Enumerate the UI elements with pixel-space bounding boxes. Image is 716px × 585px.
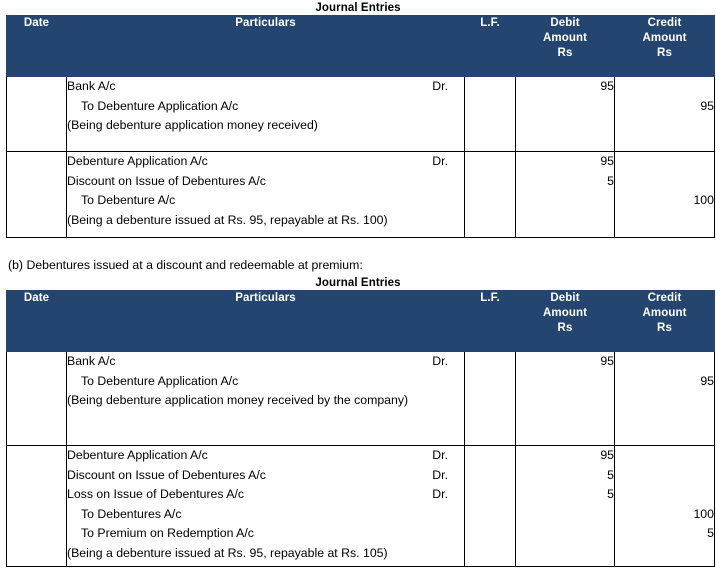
- cell-debit-amount: [516, 152, 615, 238]
- col-header-credit: [615, 16, 715, 77]
- table-header-2: [7, 291, 715, 352]
- col-header-lf: L.F.: [465, 291, 516, 352]
- col-header-particulars: Particulars: [67, 16, 465, 77]
- debit-line-2: Amount: [542, 32, 588, 44]
- dr-marker: Dr.: [432, 79, 448, 93]
- dr-marker: Dr.: [432, 354, 448, 368]
- cell-debit-amount: [516, 446, 615, 567]
- cell-lf: [465, 352, 516, 446]
- cell-date: [7, 77, 67, 152]
- cell-particulars: [67, 77, 465, 152]
- entry-line: [67, 505, 464, 525]
- cell-credit-amount: [615, 152, 715, 238]
- table-body-1: [7, 77, 715, 238]
- journal-table-wrap-2: [6, 290, 714, 567]
- narration: (Being debenture application money received): [67, 118, 318, 132]
- cell-particulars: [67, 352, 465, 446]
- account-name: To Debenture Application A/c: [81, 373, 239, 388]
- journal-table-wrap-1: [6, 15, 714, 238]
- entry-line: [67, 485, 464, 505]
- debit-line-1: Debit: [550, 292, 580, 304]
- entry-line: [67, 172, 464, 192]
- dr-marker: Dr.: [432, 448, 448, 462]
- credit-line-3: Rs: [657, 47, 672, 59]
- account-name: To Premium on Redemption A/c: [81, 526, 254, 540]
- table-body-2: [7, 352, 715, 567]
- debit-line-2: Amount: [542, 307, 588, 319]
- col-header-credit: [615, 291, 715, 352]
- credit-line-1: Credit: [647, 17, 682, 29]
- account-name: Bank A/c: [67, 79, 116, 93]
- header-row: [7, 16, 715, 77]
- table-row: [7, 446, 715, 567]
- narration: (Being debenture application money received by the company): [67, 393, 409, 407]
- header-row: [7, 291, 715, 352]
- entry-line: [67, 97, 464, 117]
- entry-line: [67, 352, 464, 372]
- cell-particulars: [67, 152, 465, 238]
- debit-value: 95: [600, 354, 614, 368]
- section-caption-b: (b) Debentures issued at a discount and redeemable at premium:: [8, 258, 363, 272]
- journal-table-1: [6, 15, 715, 238]
- account-name: To Debenture Application A/c: [81, 98, 239, 113]
- debit-value: 95: [600, 79, 614, 93]
- credit-value: 95: [700, 98, 714, 113]
- account-name: Loss on Issue of Debentures A/c: [67, 487, 245, 501]
- cell-date: [7, 352, 67, 446]
- debit-value: 95: [600, 448, 614, 462]
- debit-line-3: Rs: [557, 322, 573, 334]
- dr-marker: Dr.: [432, 487, 448, 501]
- cell-date: [7, 152, 67, 238]
- credit-line-2: Amount: [642, 32, 687, 44]
- col-header-particulars: Particulars: [67, 291, 465, 352]
- journal-section-1: [0, 1, 716, 238]
- credit-value: 95: [700, 373, 714, 388]
- debit-value: 5: [607, 173, 614, 188]
- cell-lf: [465, 152, 516, 238]
- debit-line-1: Debit: [550, 17, 580, 29]
- dr-marker: Dr.: [432, 467, 448, 482]
- dr-marker: Dr.: [432, 154, 448, 168]
- entry-line: [67, 152, 464, 172]
- credit-line-1: Credit: [647, 292, 682, 304]
- journal-section-2: [0, 276, 716, 567]
- entry-line: [67, 77, 464, 97]
- credit-value: 5: [707, 526, 714, 540]
- cell-credit-amount: [615, 446, 715, 567]
- document-page: [0, 1, 716, 585]
- cell-credit-amount: [615, 77, 715, 152]
- table-header-1: [7, 16, 715, 77]
- table-row: [7, 152, 715, 238]
- entry-line: [67, 466, 464, 486]
- account-name: To Debenture A/c: [81, 193, 176, 207]
- cell-date: [7, 446, 67, 567]
- narration: (Being a debenture issued at Rs. 95, repayable at Rs. 100): [67, 212, 388, 227]
- cell-debit-amount: [516, 77, 615, 152]
- account-name: Debenture Application A/c: [67, 448, 208, 462]
- cell-lf: [465, 77, 516, 152]
- debit-value: 95: [600, 154, 614, 168]
- cell-particulars: [67, 446, 465, 567]
- col-header-debit: [516, 16, 615, 77]
- debit-value: 5: [607, 467, 614, 482]
- account-name: Discount on Issue of Debentures A/c: [67, 173, 266, 188]
- account-name: Bank A/c: [67, 354, 116, 368]
- entry-line: [67, 191, 464, 211]
- entry-line: [67, 524, 464, 544]
- narration: (Being a debenture issued at Rs. 95, repayable at Rs. 105): [67, 545, 388, 560]
- journal-entries-title-2: Journal Entries: [315, 277, 401, 289]
- journal-table-2: [6, 290, 715, 567]
- account-name: Debenture Application A/c: [67, 154, 208, 168]
- col-header-date: Date: [7, 291, 67, 352]
- credit-line-3: Rs: [657, 322, 672, 334]
- entry-line: [67, 446, 464, 466]
- cell-debit-amount: [516, 352, 615, 446]
- col-header-date: Date: [7, 16, 67, 77]
- credit-value: 100: [693, 506, 714, 521]
- table-row: [7, 77, 715, 152]
- journal-entries-title-1: Journal Entries: [315, 2, 401, 14]
- cell-lf: [465, 446, 516, 567]
- account-name: To Debentures A/c: [81, 506, 182, 521]
- table-row: [7, 352, 715, 446]
- debit-value: 5: [607, 487, 614, 501]
- credit-line-2: Amount: [642, 307, 687, 319]
- credit-value: 100: [693, 193, 714, 207]
- debit-line-3: Rs: [557, 47, 573, 59]
- cell-credit-amount: [615, 352, 715, 446]
- col-header-debit: [516, 291, 615, 352]
- account-name: Discount on Issue of Debentures A/c: [67, 467, 266, 482]
- col-header-lf: L.F.: [465, 16, 516, 77]
- entry-line: [67, 372, 464, 392]
